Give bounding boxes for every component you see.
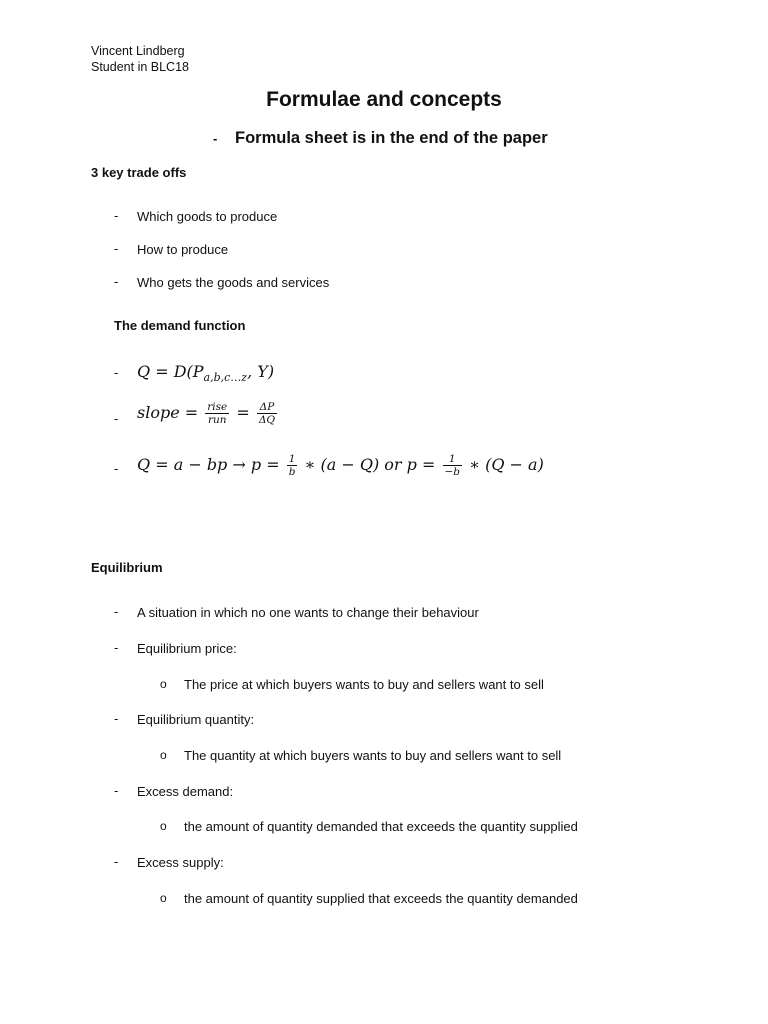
author-name: Vincent Lindberg — [91, 44, 185, 58]
equilibrium-subitem: The quantity at which buyers wants to buy and sellers want to sell — [184, 748, 562, 763]
list-bullet-circle: o — [160, 748, 167, 762]
eq3-part2: ∗ (a − Q) or p = — [304, 455, 436, 474]
equilibrium-item: Excess demand: — [137, 784, 234, 799]
eq3-part3: ∗ (Q − a) — [469, 455, 544, 474]
fraction-delta — [257, 401, 277, 426]
fraction-numerator: 1 — [287, 453, 298, 466]
equilibrium-item: A situation in which no one wants to change their behaviour — [137, 605, 479, 620]
list-bullet-dash: - — [114, 461, 119, 476]
fraction-numerator: rise — [207, 401, 228, 413]
equilibrium-item: Excess supply: — [137, 855, 224, 870]
equilibrium-subitem: the amount of quantity demanded that exceeds the quantity supplied — [184, 819, 578, 834]
list-bullet-dash: - — [114, 365, 119, 380]
list-bullet-circle: o — [160, 819, 167, 833]
list-bullet-dash: - — [114, 411, 119, 426]
equilibrium-subitem: the amount of quantity supplied that exceeds the quantity demanded — [184, 891, 578, 906]
eq3-part1: Q = a − bp → p = — [137, 455, 280, 474]
eq1-rhs: , Y) — [247, 362, 275, 381]
list-bullet-dash: - — [114, 854, 119, 869]
subtitle-dash: - — [213, 131, 218, 146]
demand-equation-1 — [137, 362, 274, 384]
tradeoff-item: Who gets the goods and services — [137, 275, 330, 290]
list-bullet-dash: - — [114, 208, 119, 223]
fraction-denominator: −b — [444, 466, 461, 478]
list-bullet-circle: o — [160, 677, 167, 691]
tradeoff-item: Which goods to produce — [137, 209, 278, 224]
tradeoff-item: How to produce — [137, 242, 229, 257]
fraction-denominator: b — [288, 466, 296, 478]
list-bullet-dash: - — [114, 783, 119, 798]
list-bullet-dash: - — [114, 274, 119, 289]
fraction-rise-run — [205, 401, 229, 426]
equilibrium-item: Equilibrium price: — [137, 641, 237, 656]
tradeoffs-heading: 3 key trade offs — [91, 165, 187, 180]
fraction-numerator: 1 — [443, 453, 463, 466]
list-bullet-dash: - — [114, 604, 119, 619]
list-bullet-dash: - — [114, 241, 119, 256]
eq1-lhs: Q = D(P — [137, 362, 204, 381]
fraction-numerator: ΔP — [257, 401, 277, 414]
demand-equation-3 — [137, 453, 544, 478]
demand-equation-2 — [137, 401, 279, 426]
list-bullet-dash: - — [114, 640, 119, 655]
equilibrium-item: Equilibrium quantity: — [137, 712, 255, 727]
list-bullet-circle: o — [160, 891, 167, 905]
eq2-lhs: slope = — [137, 403, 199, 422]
fraction-one-over-b — [287, 453, 298, 478]
demand-heading: The demand function — [114, 318, 246, 333]
fraction-denominator: ΔQ — [258, 414, 276, 426]
page-title: Formulae and concepts — [266, 88, 502, 111]
equilibrium-subitem: The price at which buyers wants to buy and sellers want to sell — [184, 677, 544, 692]
author-role: Student in BLC18 — [91, 60, 189, 74]
fraction-denominator: run — [207, 414, 227, 426]
page-subtitle — [213, 129, 548, 148]
fraction-one-over-neg-b — [443, 453, 463, 478]
list-bullet-dash: - — [114, 711, 119, 726]
subtitle-text: Formula sheet is in the end of the paper — [235, 129, 548, 147]
eq1-subscript: a,b,c…z — [203, 371, 248, 384]
eq2-equals: = — [236, 403, 250, 422]
equilibrium-heading: Equilibrium — [91, 560, 163, 575]
